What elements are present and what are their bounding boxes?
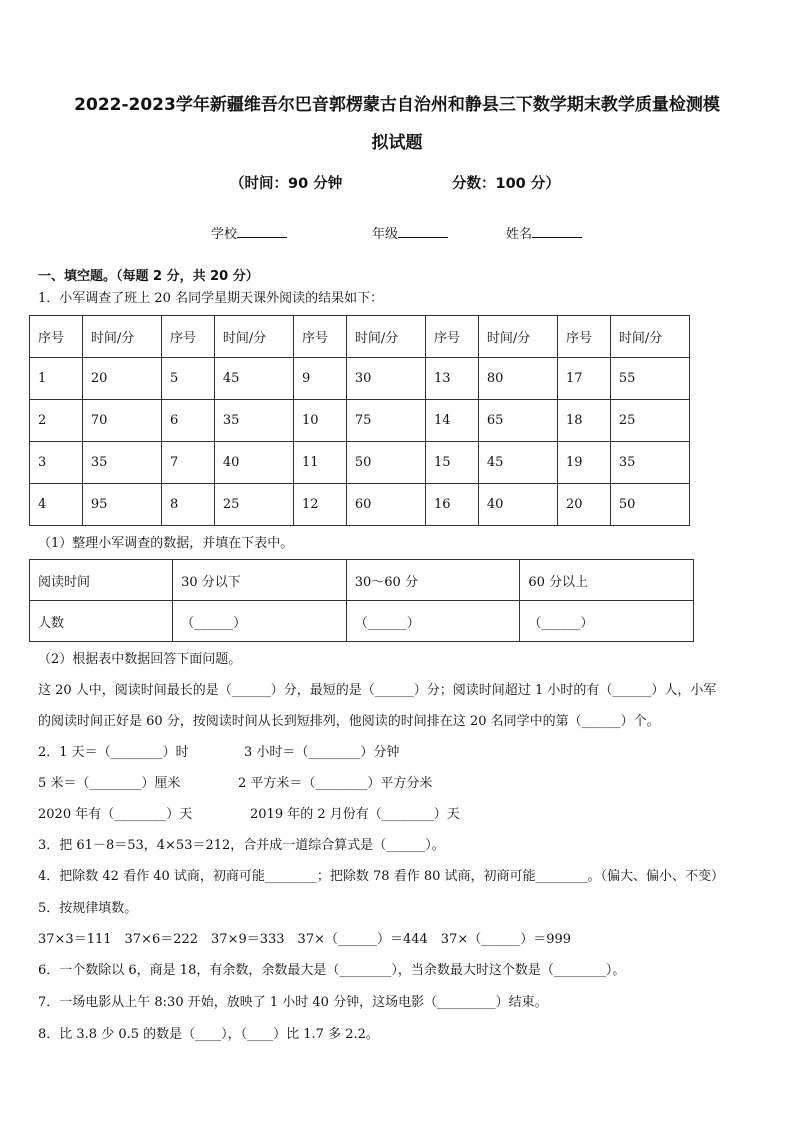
table-cell: 20	[557, 484, 610, 526]
table-cell: 70	[82, 400, 161, 442]
table-cell: 7	[161, 442, 214, 484]
table-cell: 80	[478, 358, 557, 400]
table-cell: 20	[82, 358, 161, 400]
table-row	[30, 358, 690, 400]
table-cell: 2	[30, 400, 83, 442]
table-row	[30, 442, 690, 484]
name-field[interactable]	[506, 223, 582, 242]
table-cell: 11	[293, 442, 346, 484]
table-cell: 9	[293, 358, 346, 400]
table-header-cell: 序号	[425, 316, 478, 358]
table-cell: 35	[82, 442, 161, 484]
table-cell: 10	[293, 400, 346, 442]
school-label: 学校	[211, 227, 238, 242]
table-header-cell: 时间/分	[82, 316, 161, 358]
grade-field[interactable]	[372, 223, 448, 242]
table-cell: 25	[610, 400, 689, 442]
table-cell: 45	[214, 358, 293, 400]
table-cell: 12	[293, 484, 346, 526]
answer-blank[interactable]: （______）	[520, 601, 694, 642]
q6: 6．一个数除以 6，商是 18，有余数，余数最大是（________），当余数最大时这个数是（________）。	[38, 963, 626, 978]
table-cell: 30 分以下	[173, 560, 347, 601]
table-cell: 45	[478, 442, 557, 484]
table-cell: 30～60 分	[346, 560, 520, 601]
table-cell: 5	[161, 358, 214, 400]
table-cell: 3	[30, 442, 83, 484]
table-header-cell: 序号	[557, 316, 610, 358]
q1-part1: （1）整理小军调查的数据，并填在下表中。	[38, 536, 294, 551]
q2-year-days: 2020 年有（________）天	[38, 807, 193, 822]
table-header-cell: 序号	[293, 316, 346, 358]
table-header-cell: 序号	[30, 316, 83, 358]
table-cell: 19	[557, 442, 610, 484]
table-header-cell: 序号	[161, 316, 214, 358]
table-cell: 25	[214, 484, 293, 526]
q8: 8．比 3.8 少 0.5 的数是（____），（____）比 1.7 多 2.2。	[38, 1027, 379, 1042]
table-cell: 50	[610, 484, 689, 526]
table-cell: 8	[161, 484, 214, 526]
table-cell: 95	[82, 484, 161, 526]
table-cell: 60	[346, 484, 425, 526]
section-heading: 一、填空题。（每题 2 分，共 20 分）	[38, 269, 259, 284]
table-header-cell: 时间/分	[610, 316, 689, 358]
table-header-row	[30, 316, 690, 358]
answer-blank[interactable]: （______）	[346, 601, 520, 642]
table-header-cell: 时间/分	[478, 316, 557, 358]
exam-time: （时间：90 分钟	[230, 176, 343, 192]
table-cell: 60 分以上	[520, 560, 694, 601]
table-cell: 65	[478, 400, 557, 442]
table-cell: 17	[557, 358, 610, 400]
exam-score: 分数：100 分）	[452, 176, 560, 192]
table-cell: 15	[425, 442, 478, 484]
table-cell: 35	[610, 442, 689, 484]
table-header-cell: 时间/分	[214, 316, 293, 358]
table-cell: 4	[30, 484, 83, 526]
table-cell: 35	[214, 400, 293, 442]
q4: 4．把除数 42 看作 40 试商，初商可能________；把除数 78 看作 80 试商，初商可能________。（偏大、偏小、不变）	[38, 869, 724, 884]
table-cell: 40	[214, 442, 293, 484]
table-header-cell: 时间/分	[346, 316, 425, 358]
table-cell: 30	[346, 358, 425, 400]
grade-label: 年级	[372, 227, 399, 242]
q1-part2: （2）根据表中数据回答下面问题。	[38, 652, 242, 667]
q1-text-line2: 的阅读时间正好是 60 分，按阅读时间从长到短排列，他阅读的时间排在这 20 名同学中的第（______）个。	[38, 714, 660, 729]
reading-data-table	[29, 315, 690, 526]
table-cell: 16	[425, 484, 478, 526]
q1-stem: 1．小军调查了班上 20 名同学星期天课外阅读的结果如下：	[38, 291, 384, 306]
q5-stem: 5．按规律填数。	[38, 901, 138, 916]
table-cell: 人数	[30, 601, 173, 642]
q2-meters-cm: 5 米＝（________）厘米	[38, 776, 181, 791]
table-row	[30, 601, 694, 642]
table-cell: 50	[346, 442, 425, 484]
q5-sequence: 37×3＝111 37×6＝222 37×9＝333 37×（______）＝444 37×（______）＝999	[38, 932, 572, 947]
table-cell: 40	[478, 484, 557, 526]
q2-sqm-sqdm: 2 平方米＝（________）平方分米	[238, 776, 433, 791]
table-cell: 75	[346, 400, 425, 442]
school-field[interactable]	[211, 223, 287, 242]
school-blank[interactable]	[237, 225, 287, 238]
q2-february-days: 2019 年的 2 月份有（________）天	[250, 807, 460, 822]
table-row	[30, 484, 690, 526]
summary-table	[29, 559, 694, 642]
page-title-continued: 拟试题	[371, 133, 423, 153]
q2-days-hours: 2．1 天＝（________）时	[38, 745, 189, 760]
table-cell: 1	[30, 358, 83, 400]
table-cell: 阅读时间	[30, 560, 173, 601]
table-row	[30, 400, 690, 442]
q2-hours-minutes: 3 小时＝（________）分钟	[244, 745, 400, 760]
table-cell: 18	[557, 400, 610, 442]
q3: 3．把 61－8＝53，4×53＝212，合并成一道综合算式是（______）。	[38, 838, 445, 853]
grade-blank[interactable]	[398, 225, 448, 238]
answer-blank[interactable]: （______）	[173, 601, 347, 642]
q7: 7．一场电影从上午 8:30 开始，放映了 1 小时 40 分钟，这场电影（_________）结束。	[38, 995, 548, 1010]
table-cell: 6	[161, 400, 214, 442]
table-cell: 55	[610, 358, 689, 400]
table-cell: 14	[425, 400, 478, 442]
table-cell: 13	[425, 358, 478, 400]
page-title: 2022-2023学年新疆维吾尔巴音郭楞蒙古自治州和静县三下数学期末教学质量检测模	[74, 95, 720, 115]
name-blank[interactable]	[532, 225, 582, 238]
q1-text-line1: 这 20 人中，阅读时间最长的是（______）分，最短的是（______）分；阅读时间超过 1 小时的有（______）人，小军	[38, 683, 717, 698]
name-label: 姓名	[506, 227, 533, 242]
table-row	[30, 560, 694, 601]
